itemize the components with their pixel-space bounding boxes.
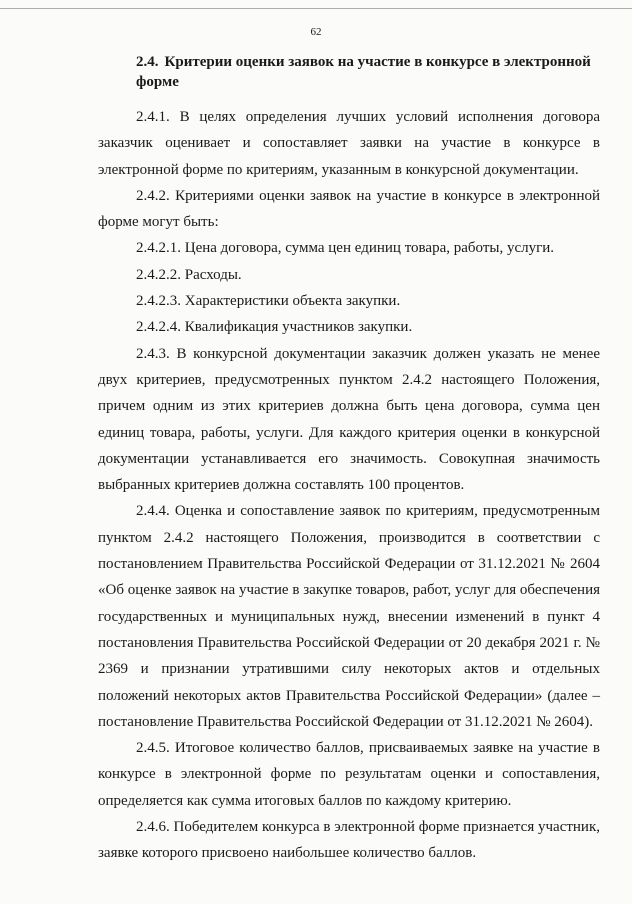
list-item-2-4-2-2: 2.4.2.2. Расходы.: [136, 266, 242, 283]
paragraph-2-4-1: 2.4.1. В целях определения лучших условий исполнения договора заказчик оценивает и сопоставляет заявки на участие в конкурсе в электронной форме по критериям, указанным в конкурсной документации.: [98, 109, 600, 178]
paragraph-2-4-6: 2.4.6. Победителем конкурса в электронной форме признается участник, заявке которого присвоено наибольшее количество баллов.: [98, 819, 600, 862]
document-body: [98, 52, 600, 867]
page-number: 62: [310, 26, 322, 38]
paragraph-2-4-5: 2.4.5. Итоговое количество баллов, присваиваемых заявке на участие в конкурсе в электронной форме по результатам оценки и сопоставления, определяется как сумма итоговых баллов по каждому критерию.: [98, 740, 600, 809]
section-heading: [98, 52, 600, 92]
paragraph-2-4-4: 2.4.4. Оценка и сопоставление заявок по критериям, предусмотренным пунктом 2.4.2 настоящего Положения, производится в соответствии с постановлением Правительства Российской Федерации от 31.12.2021 № 2604 «Об оценке заявок на участие в закупке товаров, работ, услуг для обеспечения государственных и муниципальных нужд, внесении изменений в пункт 4 постановления Правительства Российской Федерации от 20 декабря 2021 г. № 2369 и признании утратившими силу некоторых актов и отдельных положений некоторых актов Правительства Российской Федерации» (далее – постановление Правительства Российской Федерации от 31.12.2021 № 2604).: [98, 503, 600, 730]
scan-edge-rule: [0, 8, 632, 9]
paragraph-2-4-2: 2.4.2. Критериями оценки заявок на участие в конкурсе в электронной форме могут быть:: [98, 187, 600, 231]
section-title: Критерии оценки заявок на участие в конкурсе в электронной форме: [136, 54, 591, 90]
paragraph-2-4-3: 2.4.3. В конкурсной документации заказчик должен указать не менее двух критериев, предусмотренных пунктом 2.4.2 настоящего Положения, причем одним из этих критериев должна быть цена договора, сумма цен единиц товара, работы, услуги. Для каждого критерия оценки в конкурсной документации устанавливается его значимость. Совокупная значимость выбранных критериев должна составлять 100 процентов.: [98, 345, 600, 494]
list-item-2-4-2-3: 2.4.2.3. Характеристики объекта закупки.: [136, 293, 401, 310]
list-item-2-4-2-1: 2.4.2.1. Цена договора, сумма цен единиц товара, работы, услуги.: [136, 240, 555, 257]
list-item-2-4-2-4: 2.4.2.4. Квалификация участников закупки.: [136, 319, 413, 336]
section-number: 2.4.: [136, 54, 159, 70]
